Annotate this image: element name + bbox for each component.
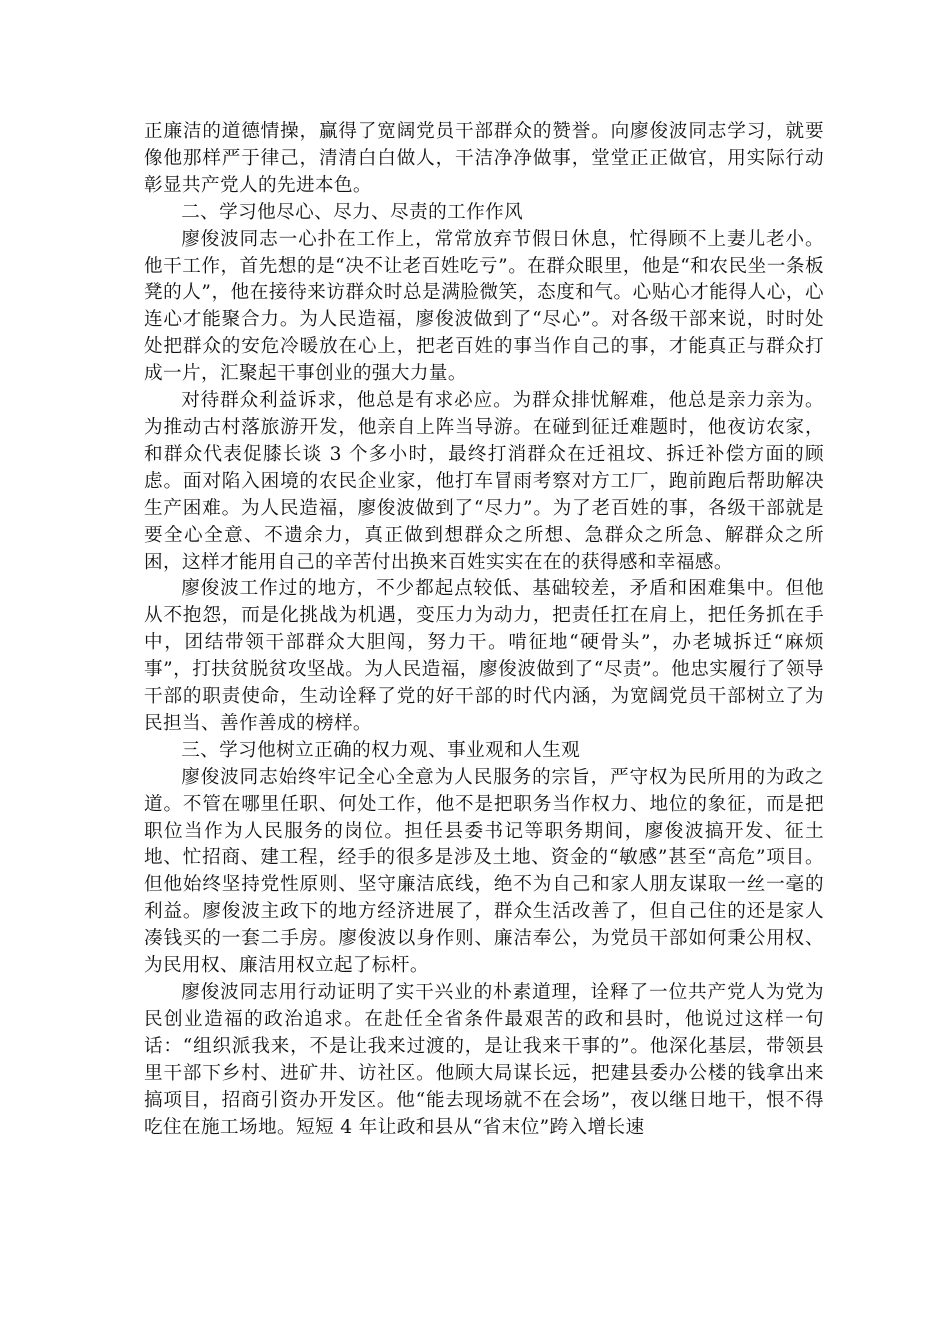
paragraph: 廖俊波同志用行动证明了实干兴业的朴素道理，诠释了一位共产党人为党为民创业造福的政治追求。在赴任全省条件最艰苦的政和县时，他说过这样一句话：“组织派我来，不是让我来过渡的，是让我来干事的”。他深化基层，带领县里干部下乡村、进矿井、访社区。他顾大局谋长远，把建县委办公楼的钱拿出来搞项目，招商引资办开发区。他“能去现场就不在会场”，夜以继日地干，恨不得吃住在施工场地。短短 4 年让政和县从“省末位”跨入增长速 bbox=[144, 982, 824, 1138]
paragraph: 廖俊波同志始终牢记全心全意为人民服务的宗旨，严守权为民所用的为政之道。不管在哪里任职、何处工作，他不是把职务当作权力、地位的象征，而是把职位当作为人民服务的岗位。担任县委书记等职务期间，廖俊波搞开发、征土地、忙招商、建工程，经手的很多是涉及土地、资金的“敏感”甚至“高危”项目。但他始终坚持党性原则、坚守廉洁底线，绝不为自己和家人朋友谋取一丝一毫的利益。廖俊波主政下的地方经济进展了，群众生活改善了，但自己住的还是家人凑钱买的一套二手房。廖俊波以身作则、廉洁奉公，为党员干部如何秉公用权、为民用权、廉洁用权立起了标杆。 bbox=[144, 766, 824, 977]
section-heading-2: 二、学习他尽心、尽力、尽责的工作作风 bbox=[181, 201, 524, 223]
paragraph: 廖俊波同志一心扑在工作上，常常放弃节假日休息，忙得顾不上妻儿老小。他干工作，首先想的是“决不让老百姓吃亏”。在群众眼里，他是“和农民坐一条板凳的人”，他在接待来访群众时总是满脸微笑，态度和气。心贴心才能得人心，心连心才能聚合力。为人民造福，廖俊波做到了“尽心”。对各级干部来说，时时处处把群众的安危冷暖放在心上，把老百姓的事当作自己的事，才能真正与群众打成一片，汇聚起干事创业的强大力量。 bbox=[144, 228, 824, 385]
document-body bbox=[144, 119, 824, 1141]
section-heading-3: 三、学习他树立正确的权力观、事业观和人生观 bbox=[181, 739, 581, 761]
paragraph: 廖俊波工作过的地方，不少都起点较低、基础较差，矛盾和困难集中。但他从不抱怨，而是化挑战为机遇，变压力为动力，把责任扛在肩上，把任务抓在手中，团结带领干部群众大胆闯，努力干。啃征地“硬骨头”，办老城拆迁“麻烦事”，打扶贫脱贫攻坚战。为人民造福，廖俊波做到了“尽责”。他忠实履行了领导干部的职责使命，生动诠释了党的好干部的时代内涵，为宽阔党员干部树立了为民担当、善作善成的榜样。 bbox=[144, 578, 824, 734]
paragraph: 对待群众利益诉求，他总是有求必应。为群众排忧解难，他总是亲力亲为。为推动古村落旅游开发，他亲自上阵当导游。在碰到征迁难题时，他夜访农家，和群众代表促膝长谈 3 个多小时，最终打消群众在迁祖坟、拆迁补偿方面的顾虑。面对陷入困境的农民企业家，他打车冒雨考察对方工厂，跑前跑后帮助解决生产困难。为人民造福，廖俊波做到了“尽力”。为了老百姓的事，各级干部就是要全心全意、不遗余力，真正做到想群众之所想、急群众之所急、解群众之所困，这样才能用自己的辛苦付出换来百姓实实在在的获得感和幸福感。 bbox=[144, 390, 824, 573]
paragraph-continuation: 正廉洁的道德情操，赢得了宽阔党员干部群众的赞誉。向廖俊波同志学习，就要像他那样严于律己，清清白白做人，干洁净净做事，堂堂正正做官，用实际行动彰显共产党人的先进本色。 bbox=[144, 121, 824, 196]
